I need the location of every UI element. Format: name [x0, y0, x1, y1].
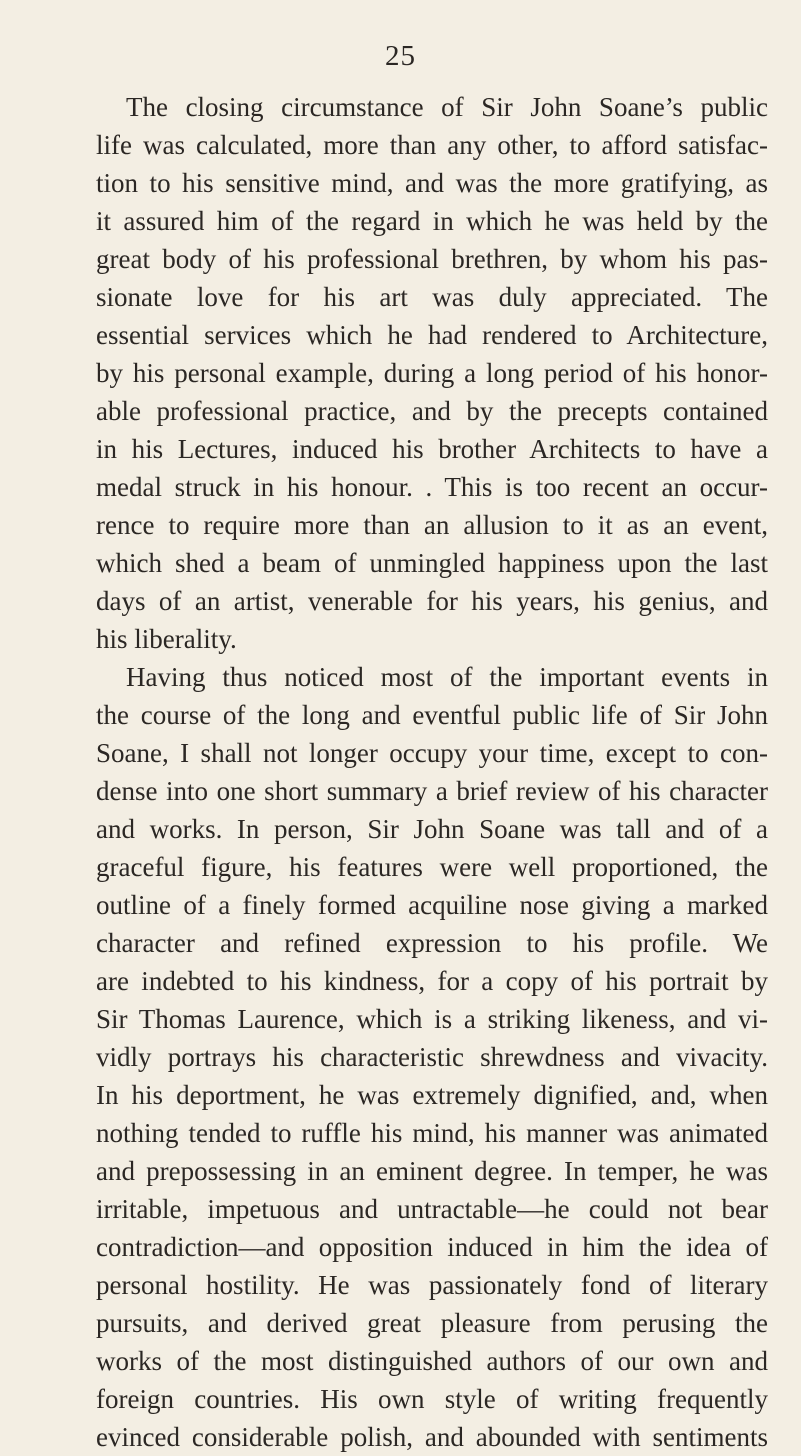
text-line: foreign countries. His own style of writing frequently: [96, 1384, 768, 1414]
text-line: works of the most distinguished authors of our own and: [96, 1346, 768, 1376]
text-line: sionate love for his art was duly appreciated. The: [96, 282, 768, 312]
text-line: the course of the long and eventful public life of Sir John: [96, 700, 768, 730]
text-line: medal struck in his honour. . This is too recent an occur-: [96, 472, 768, 502]
text-line: are indebted to his kindness, for a copy of his portrait by: [96, 966, 768, 996]
text-line: it assured him of the regard in which he was held by the: [96, 206, 768, 236]
text-line: essential services which he had rendered to Architecture,: [96, 320, 768, 350]
text-line: evinced considerable polish, and abounded with sentiments: [96, 1422, 768, 1452]
text-line: Soane, I shall not longer occupy your time, except to con-: [96, 738, 768, 768]
body-text: [96, 88, 768, 1456]
text-line: life was calculated, more than any other, to afford satisfac-: [96, 130, 768, 160]
text-line: The closing circumstance of Sir John Soane’s public: [126, 92, 768, 122]
text-line: graceful figure, his features were well proportioned, the: [96, 852, 768, 882]
text-line: vidly portrays his characteristic shrewdness and vivacity.: [96, 1042, 768, 1072]
text-line: rence to require more than an allusion to it as an event,: [96, 510, 768, 540]
text-line: able professional practice, and by the precepts contained: [96, 396, 768, 426]
text-line: and prepossessing in an eminent degree. In temper, he was: [96, 1156, 768, 1186]
text-line: contradiction—and opposition induced in him the idea of: [96, 1232, 768, 1262]
text-line: character and refined expression to his profile. We: [96, 928, 768, 958]
page-number: 25: [385, 40, 416, 72]
text-line: in his Lectures, induced his brother Architects to have a: [96, 434, 768, 464]
text-line: and works. In person, Sir John Soane was tall and of a: [96, 814, 768, 844]
paragraph-1: [96, 88, 768, 658]
text-line: days of an artist, venerable for his years, his genius, and: [96, 586, 768, 616]
text-line: pursuits, and derived great pleasure from perusing the: [96, 1308, 768, 1338]
text-line: personal hostility. He was passionately fond of literary: [96, 1270, 768, 1300]
text-line: dense into one short summary a brief review of his character: [96, 776, 768, 806]
text-line: nothing tended to ruffle his mind, his manner was animated: [96, 1118, 768, 1148]
text-line: Having thus noticed most of the important events in: [126, 662, 768, 692]
text-line: great body of his professional brethren, by whom his pas-: [96, 244, 768, 274]
text-line: his liberality.: [96, 624, 237, 654]
text-line: In his deportment, he was extremely dignified, and, when: [96, 1080, 768, 1110]
text-line: tion to his sensitive mind, and was the more gratifying, as: [96, 168, 768, 198]
text-line: by his personal example, during a long period of his honor-: [96, 358, 768, 388]
text-line: Sir Thomas Laurence, which is a striking likeness, and vi-: [96, 1004, 768, 1034]
text-line: outline of a finely formed acquiline nose giving a marked: [96, 890, 768, 920]
paragraph-2: [96, 658, 768, 1456]
text-line: which shed a beam of unmingled happiness upon the last: [96, 548, 768, 578]
text-line: irritable, impetuous and untractable—he could not bear: [96, 1194, 768, 1224]
